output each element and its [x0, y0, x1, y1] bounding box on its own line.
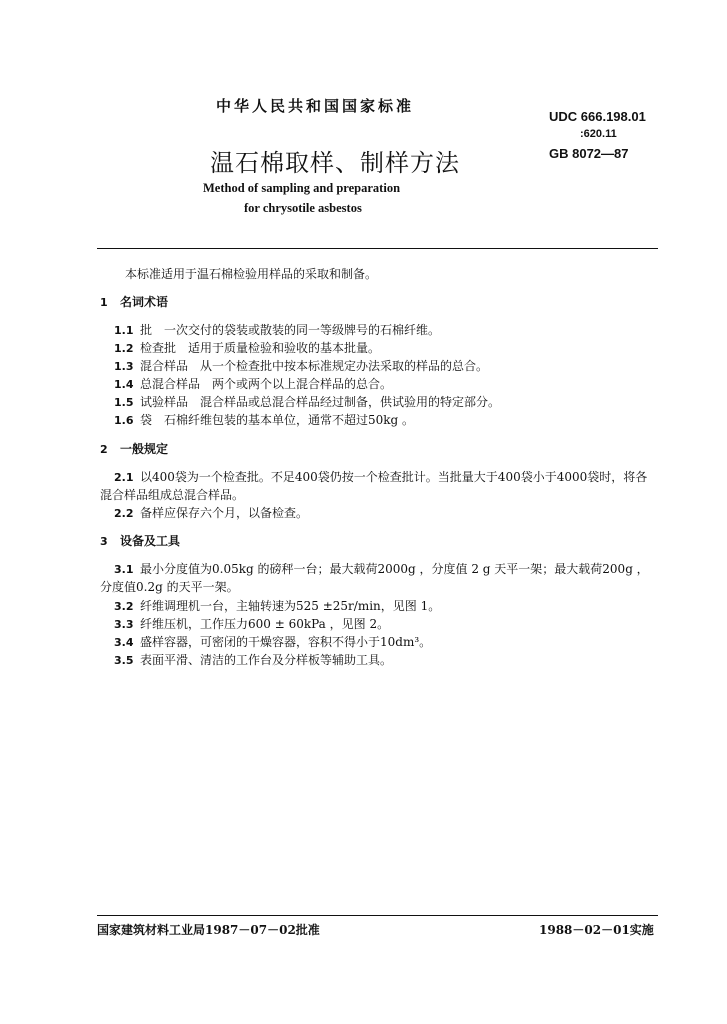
item-text: 最小分度值为0.05kg 的磅秤一台；最大载荷2000g ，分度值 2 g 天平一架；最大载荷200g ， — [140, 562, 649, 576]
item-number: 3.3 — [114, 618, 134, 631]
item-continuation: 混合样品组成总混合样品。 — [100, 488, 245, 502]
list-item — [114, 651, 392, 668]
item-text: 备样应保存六个月，以备检查。 — [140, 506, 309, 520]
section-heading-1 — [100, 293, 168, 310]
section-number: 1 — [100, 296, 108, 309]
list-item — [114, 633, 431, 650]
item-number: 3.1 — [114, 563, 134, 576]
item-number: 1.3 — [114, 360, 134, 373]
document-title-en-line1: Method of sampling and preparation — [203, 181, 401, 195]
header-divider — [97, 248, 658, 249]
standard-name: 中华人民共和国国家标准 — [216, 97, 415, 115]
item-number: 1.1 — [114, 324, 134, 337]
item-text: 总混合样品 两个或两个以上混合样品的总合。 — [140, 377, 393, 391]
item-number: 3.2 — [114, 600, 134, 613]
gb-number: GB 8072—87 — [549, 146, 629, 161]
item-text: 纤维压机，工作压力600 ± 60kPa ，见图 2。 — [140, 617, 390, 631]
footer-divider — [97, 915, 658, 916]
list-item — [114, 375, 392, 392]
item-text: 试验样品 混合样品或总混合样品经过制备，供试验用的特定部分。 — [140, 395, 501, 409]
list-item — [114, 597, 440, 614]
item-text: 纤维调理机一台，主轴转速为525 ±25r/min，见图 1。 — [140, 599, 441, 613]
approval-line: 国家建筑材料工业局1987－07－02批准 — [97, 923, 320, 937]
item-number: 2.2 — [114, 507, 134, 520]
list-item — [114, 615, 389, 632]
section-title: 设备及工具 — [120, 534, 181, 548]
item-text: 批 一次交付的袋装或散装的同一等级牌号的石棉纤维。 — [140, 323, 441, 337]
udc-code-continued: :620.11 — [580, 128, 617, 140]
item-number: 1.2 — [114, 342, 134, 355]
section-title: 名词术语 — [120, 295, 169, 309]
list-item — [114, 321, 440, 338]
item-text: 盛样容器，可密闭的干燥容器，容积不得小于10dm³。 — [140, 635, 432, 649]
list-item — [114, 357, 488, 374]
item-continuation: 分度值0.2g 的天平一架。 — [100, 580, 239, 594]
item-text: 检查批 适用于质量检验和验收的基本批量。 — [140, 341, 381, 355]
list-item — [114, 504, 308, 521]
list-item — [114, 560, 649, 577]
effective-date: 1988－02－01实施 — [539, 923, 654, 937]
document-title-en-line2: for chrysotile asbestos — [244, 201, 362, 215]
item-text: 混合样品 从一个检查批中按本标准规定办法采取的样品的总合。 — [140, 359, 489, 373]
section-heading-3 — [100, 532, 180, 549]
item-number: 1.4 — [114, 378, 134, 391]
list-item — [114, 411, 414, 428]
item-number: 3.5 — [114, 654, 134, 667]
item-number: 1.5 — [114, 396, 134, 409]
list-item — [114, 468, 647, 485]
section-number: 2 — [100, 443, 108, 456]
document-title-cn: 温石棉取样、制样方法 — [210, 149, 460, 177]
intro-paragraph: 本标准适用于温石棉检验用样品的采取和制备。 — [125, 267, 378, 281]
section-number: 3 — [100, 535, 108, 548]
item-number: 1.6 — [114, 414, 134, 427]
section-title: 一般规定 — [120, 442, 169, 456]
list-item — [114, 393, 500, 410]
section-heading-2 — [100, 440, 168, 457]
item-text: 以400袋为一个检查批。不足400袋仍按一个检查批计。当批量大于400袋小于4000袋时，将各 — [140, 470, 648, 484]
item-text: 表面平滑、清洁的工作台及分样板等辅助工具。 — [140, 653, 393, 667]
item-number: 3.4 — [114, 636, 134, 649]
item-number: 2.1 — [114, 471, 134, 484]
udc-code: UDC 666.198.01 — [549, 109, 646, 124]
item-text: 袋 石棉纤维包装的基本单位，通常不超过50kg 。 — [140, 413, 415, 427]
list-item — [114, 339, 380, 356]
